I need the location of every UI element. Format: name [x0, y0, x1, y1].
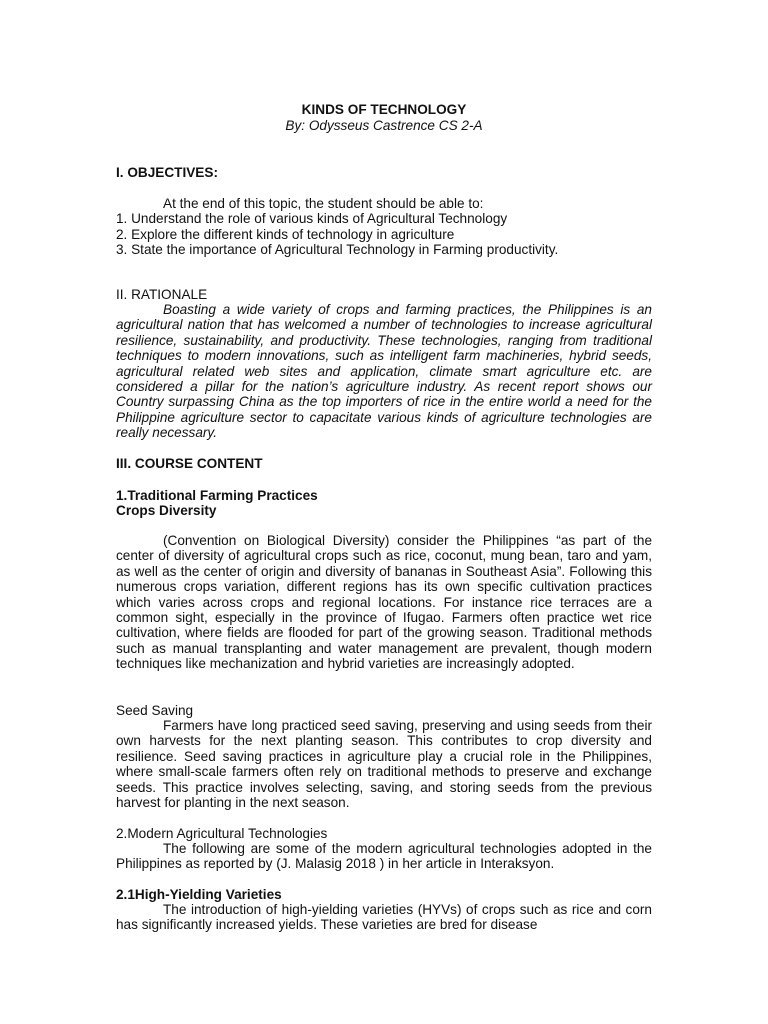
crops-diversity-heading: Crops Diversity [116, 503, 217, 518]
crops-diversity-body: (Convention on Biological Diversity) consider the Philippines “as part of the center of diversity of agricultural crops such as rice, coconut, mung bean, taro and yam, as well as the center of origin and diversity of bananas in Southeast Asia”. Following this numerous crops variation, different regions has its own specific cultivation practices which varies across crops and regional locations. For instance rice terraces are a common sight, especially in the province of Ifugao. Farmers often practice wet rice cultivation, where fields are flooded for part of the growing season. Traditional methods such as manual transplanting and water management are prevalent, though modern techniques like mechanization and hybrid varieties are increasingly adopted. [116, 533, 652, 672]
course-content-heading: III. COURSE CONTENT [116, 456, 263, 471]
objectives-list [116, 196, 652, 258]
document-title: KINDS OF TECHNOLOGY [301, 102, 467, 117]
traditional-practices-heading: 1.Traditional Farming Practices [116, 488, 318, 503]
objectives-heading: I. OBJECTIVES: [116, 165, 218, 180]
objectives-intro: At the end of this topic, the student should be able to: [163, 196, 484, 211]
seed-saving-body: Farmers have long practiced seed saving, preserving and using seeds from their own harvests for the next planting season. This contributes to crop diversity and resilience. Seed saving practices in agriculture play a crucial role in the Philippines, where small-scale farmers often rely on traditional methods to preserve and exchange seeds. This practice involves selecting, saving, and storing seeds from the previous harvest for planting in the next season. [116, 718, 652, 811]
objective-item-2: 2. Explore the different kinds of technology in agriculture [116, 226, 455, 242]
modern-technologies-body: The following are some of the modern agricultural technologies adopted in the Philippines as reported by (J. Malasig 2018 ) in her article in Interaksyon. [116, 841, 652, 872]
hyv-body: The introduction of high-yielding varieties (HYVs) of crops such as rice and corn has significantly increased yields. These varieties are bred for disease [116, 902, 652, 933]
hyv-heading: 2.1High-Yielding Varieties [116, 887, 282, 902]
seed-saving-heading: Seed Saving [116, 703, 194, 718]
rationale-heading: II. RATIONALE [116, 287, 208, 302]
modern-technologies-heading: 2.Modern Agricultural Technologies [116, 826, 328, 841]
objective-item-3: 3. State the importance of Agricultural Technology in Farming productivity. [116, 242, 559, 258]
objective-item-1: 1. Understand the role of various kinds of Agricultural Technology [116, 211, 508, 227]
rationale-body: Boasting a wide variety of crops and farming practices, the Philippines is an agricultural nation that has welcomed a number of technologies to increase agricultural resilience, sustainability, and productivity. These technologies, ranging from traditional techniques to modern innovations, such as intelligent farm machineries, hybrid seeds, agricultural related web sites and application, climate smart agriculture etc. are considered a pillar for the nation’s agriculture industry. As recent report shows our Country surpassing China as the top importers of rice in the entire world a need for the Philippine agriculture sector to capacitate various kinds of agriculture technologies are really necessary. [116, 302, 652, 441]
document-byline: By: Odysseus Castrence CS 2-A [285, 118, 483, 133]
